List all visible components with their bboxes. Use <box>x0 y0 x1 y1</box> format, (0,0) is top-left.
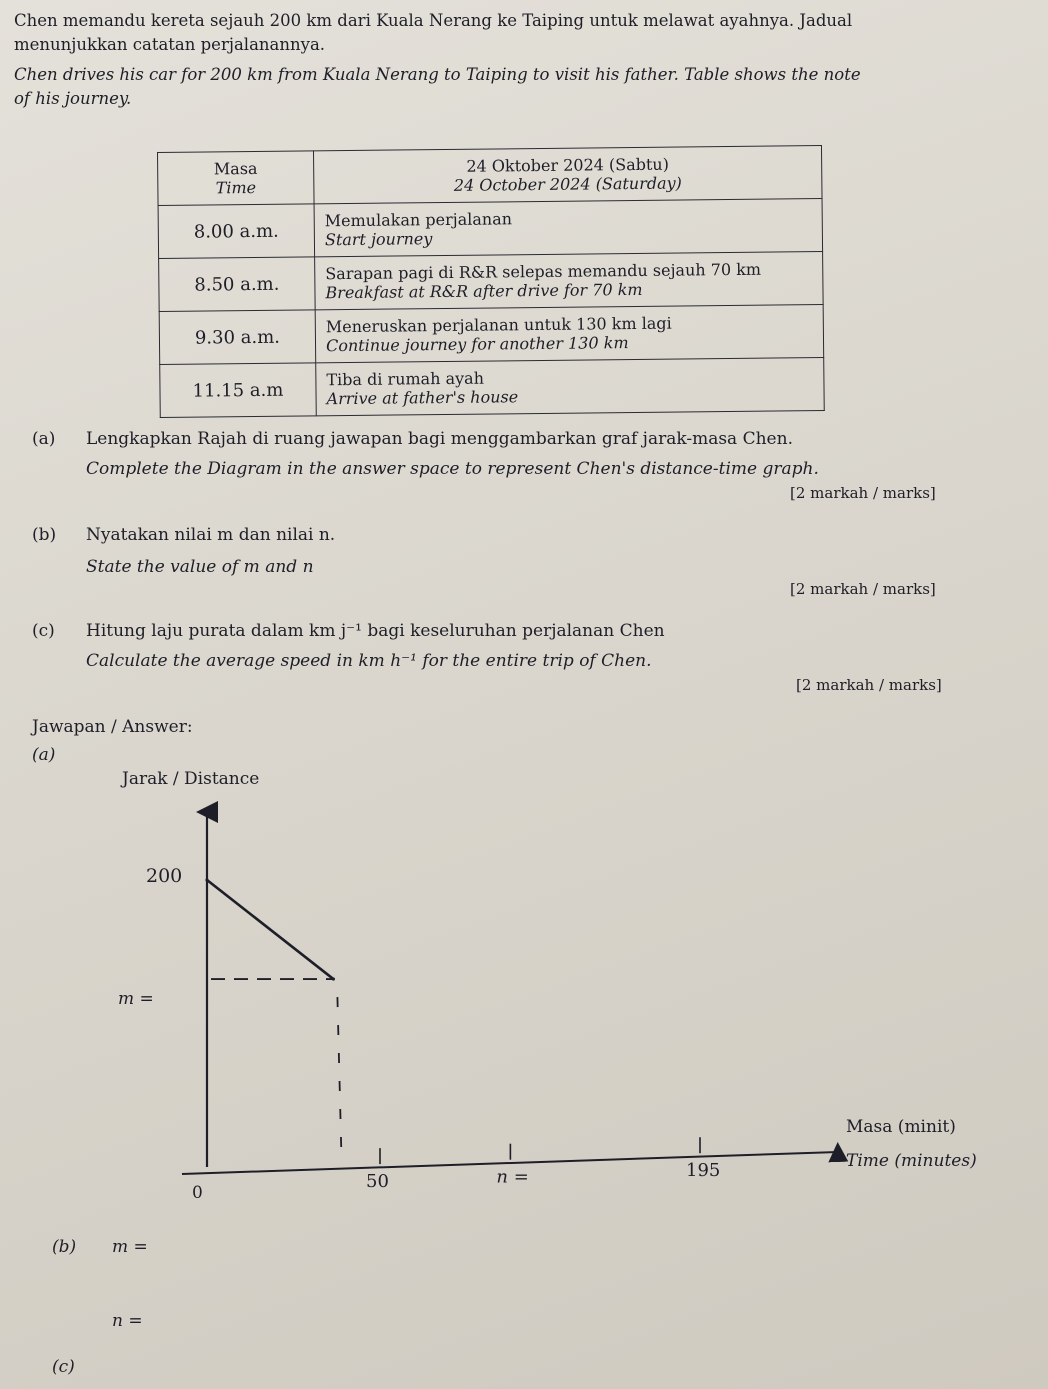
answer-b-m: m = <box>112 1237 148 1257</box>
intro-ms-line1: Chen memandu kereta sejauh 200 km dari Kuala Nerang ke Taiping untuk melawat ayahnya. Jadual <box>14 11 853 30</box>
row-note-ms: Sarapan pagi di R&R selepas memandu sejauh 70 km <box>325 259 762 284</box>
row-note-en: Start journey <box>324 229 433 250</box>
part-b-marks: [2 markah / marks] <box>790 580 936 598</box>
origin-label: 0 <box>192 1183 203 1203</box>
guide-dashed-vertical <box>337 997 341 1155</box>
y-axis-label: Jarak / Distance <box>122 769 260 789</box>
intro-en-line1: Chen drives his car for 200 km from Kuala Nerang to Taiping to visit his father. Table shows the note <box>14 65 861 84</box>
row-time: 8.50 a.m. <box>159 257 316 312</box>
part-c-marks: [2 markah / marks] <box>796 676 942 694</box>
answer-c-label: (c) <box>52 1357 75 1377</box>
graph-layer <box>118 769 977 1203</box>
answer-b-label: (b) <box>52 1237 77 1257</box>
part-c-en: Calculate the average speed in km h⁻¹ for the entire trip of Chen. <box>86 651 652 671</box>
header-date-en: 24 October 2024 (Saturday) <box>453 173 682 195</box>
answer-heading-text: Jawapan / Answer: <box>32 717 193 737</box>
header-date-ms: 24 Oktober 2024 (Sabtu) <box>466 154 670 176</box>
intro-en-line2: of his journey. <box>14 89 132 108</box>
y-tick-label: m = <box>118 989 154 1009</box>
series-line <box>207 880 333 979</box>
row-time: 11.15 a.m <box>160 363 317 418</box>
row-note-ms: Tiba di rumah ayah <box>326 368 485 390</box>
part-b-ms: Nyatakan nilai m dan nilai n. <box>86 525 336 545</box>
part-c-ms: Hitung laju purata dalam km j⁻¹ bagi keseluruhan perjalanan Chen <box>86 621 665 641</box>
row-note-en: Continue journey for another 130 km <box>325 333 629 356</box>
row-time: 8.00 a.m. <box>158 204 315 259</box>
x-axis-label-ms: Masa (minit) <box>846 1117 956 1137</box>
part-c-label: (c) <box>32 621 55 641</box>
row-note-ms: Meneruskan perjalanan untuk 130 km lagi <box>325 313 672 337</box>
x-tick-label: 50 <box>366 1171 389 1193</box>
header-time-ms: Masa <box>213 158 258 179</box>
x-axis-label-en: Time (minutes) <box>846 1151 977 1171</box>
header-time-en: Time <box>215 177 257 198</box>
part-a-marks: [2 markah / marks] <box>790 484 936 502</box>
part-a-en: Complete the Diagram in the answer space to represent Chen's distance-time graph. <box>86 459 819 479</box>
answer-b-n: n = <box>112 1311 143 1331</box>
row-note-ms: Memulakan perjalanan <box>324 209 513 231</box>
x-tick-label: 195 <box>686 1160 721 1182</box>
part-a-label: (a) <box>32 429 56 449</box>
row-note-en: Breakfast at R&R after drive for 70 km <box>325 279 643 303</box>
intro-ms-line2: menunjukkan catatan perjalanannya. <box>14 35 326 54</box>
x-tick-label: n = <box>496 1166 529 1188</box>
part-b-label: (b) <box>32 525 57 545</box>
row-note-en: Arrive at father's house <box>326 387 519 409</box>
part-b-en: State the value of m and n <box>86 557 314 577</box>
y-tick-label: 200 <box>146 865 183 887</box>
row-time: 9.30 a.m. <box>159 310 316 365</box>
part-a-ms: Lengkapkan Rajah di ruang jawapan bagi menggambarkan graf jarak-masa Chen. <box>86 429 793 449</box>
answer-a-label: (a) <box>32 745 56 765</box>
data-point <box>205 878 208 881</box>
